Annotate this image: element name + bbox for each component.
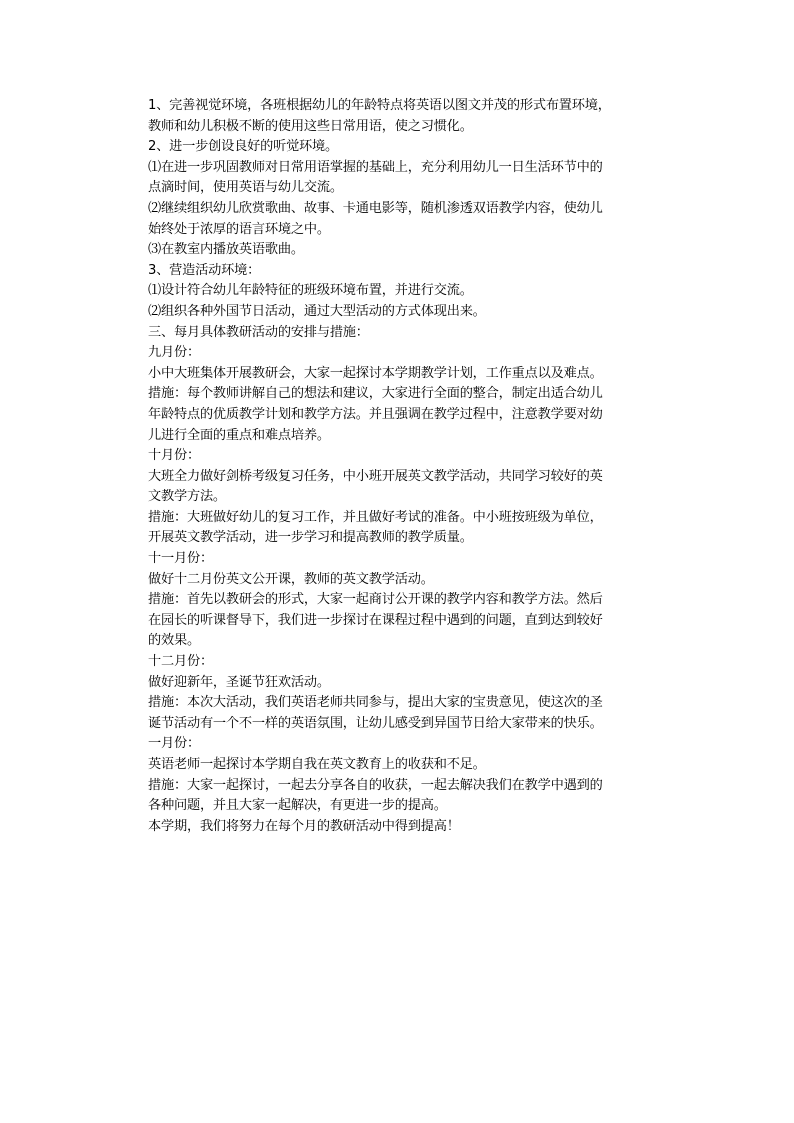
document-body xyxy=(148,96,658,837)
text-line: 始终处于浓厚的语言环境之中。 xyxy=(148,221,330,237)
text-line: 点滴时间，使用英语与幼儿交流。 xyxy=(148,180,343,196)
text-line: 的效果。 xyxy=(148,633,200,649)
text-line: 各种问题，并且大家一起解决，有更进一步的提高。 xyxy=(148,798,447,814)
text-line: 儿进行全面的重点和难点培养。 xyxy=(148,427,330,443)
text-line: 2、进一步创设良好的听觉环境。 xyxy=(148,139,339,155)
text-line: 小中大班集体开展教研会，大家一起探讨本学期教学计划，工作重点以及难点。 xyxy=(148,365,603,381)
month-heading: 十一月份： xyxy=(148,551,213,567)
text-line: ⑴在进一步巩固教师对日常用语掌握的基础上，充分利用幼儿一日生活环节中的 xyxy=(148,159,603,175)
month-heading: 一月份： xyxy=(148,736,200,752)
text-line: 大班全力做好剑桥考级复习任务，中小班开展英文教学活动，共同学习较好的英 xyxy=(148,468,603,484)
text-line: 做好迎新年，圣诞节狂欢活动。 xyxy=(148,674,330,690)
text-line: 措施：大家一起探讨，一起去分享各自的收获，一起去解决我们在教学中遇到的 xyxy=(148,777,603,793)
text-line: 诞节活动有一个不一样的英语氛围，让幼儿感受到异国节日给大家带来的快乐。 xyxy=(148,715,603,731)
text-line: 文教学方法。 xyxy=(148,489,226,505)
text-line: 开展英文教学活动，进一步学习和提高教师的教学质量。 xyxy=(148,530,473,546)
month-heading: 九月份： xyxy=(148,345,200,361)
text-line: ⑵组织各种外国节日活动，通过大型活动的方式体现出来。 xyxy=(148,303,486,319)
text-line: 1、完善视觉环境，各班根据幼儿的年龄特点将英语以图文并茂的形式布置环境， xyxy=(148,98,611,113)
text-line: 措施：本次大活动，我们英语老师共同参与，提出大家的宝贵意见，使这次的圣 xyxy=(148,695,603,711)
text-line: ⑵继续组织幼儿欣赏歌曲、故事、卡通电影等，随机渗透双语教学内容，使幼儿 xyxy=(148,200,603,216)
text-line: 3、营造活动环境： xyxy=(148,262,261,278)
text-line: 年龄特点的优质教学计划和教学方法。并且强调在教学过程中，注意教学要对幼 xyxy=(148,406,603,422)
text-line: ⑶在教室内播放英语歌曲。 xyxy=(148,242,304,258)
text-line: 措施：首先以教研会的形式，大家一起商讨公开课的教学内容和教学方法。然后 xyxy=(148,592,603,608)
month-heading: 十二月份： xyxy=(148,654,213,670)
text-line: 在园长的听课督导下，我们进一步探讨在课程过程中遇到的问题，直到达到较好 xyxy=(148,612,603,628)
text-line: 教师和幼儿积极不断的使用这些日常用语，使之习惯化。 xyxy=(148,118,473,134)
text-line: 英语老师一起探讨本学期自我在英文教育上的收获和不足。 xyxy=(148,757,486,772)
closing-line: 本学期，我们将努力在每个月的教研活动中得到提高！ xyxy=(148,818,460,834)
text-line: 做好十二月份英文公开课，教师的英文教学活动。 xyxy=(148,571,434,587)
text-line: ⑴设计符合幼儿年龄特征的班级环境布置，并进行交流。 xyxy=(148,283,473,299)
text-line: 措施：每个教师讲解自己的想法和建议，大家进行全面的整合，制定出适合幼儿 xyxy=(148,386,603,402)
month-heading: 十月份： xyxy=(148,448,200,464)
text-line: 措施：大班做好幼儿的复习工作，并且做好考试的准备。中小班按班级为单位， xyxy=(148,509,603,525)
section-heading: 三、每月具体教研活动的安排与措施： xyxy=(148,324,369,340)
